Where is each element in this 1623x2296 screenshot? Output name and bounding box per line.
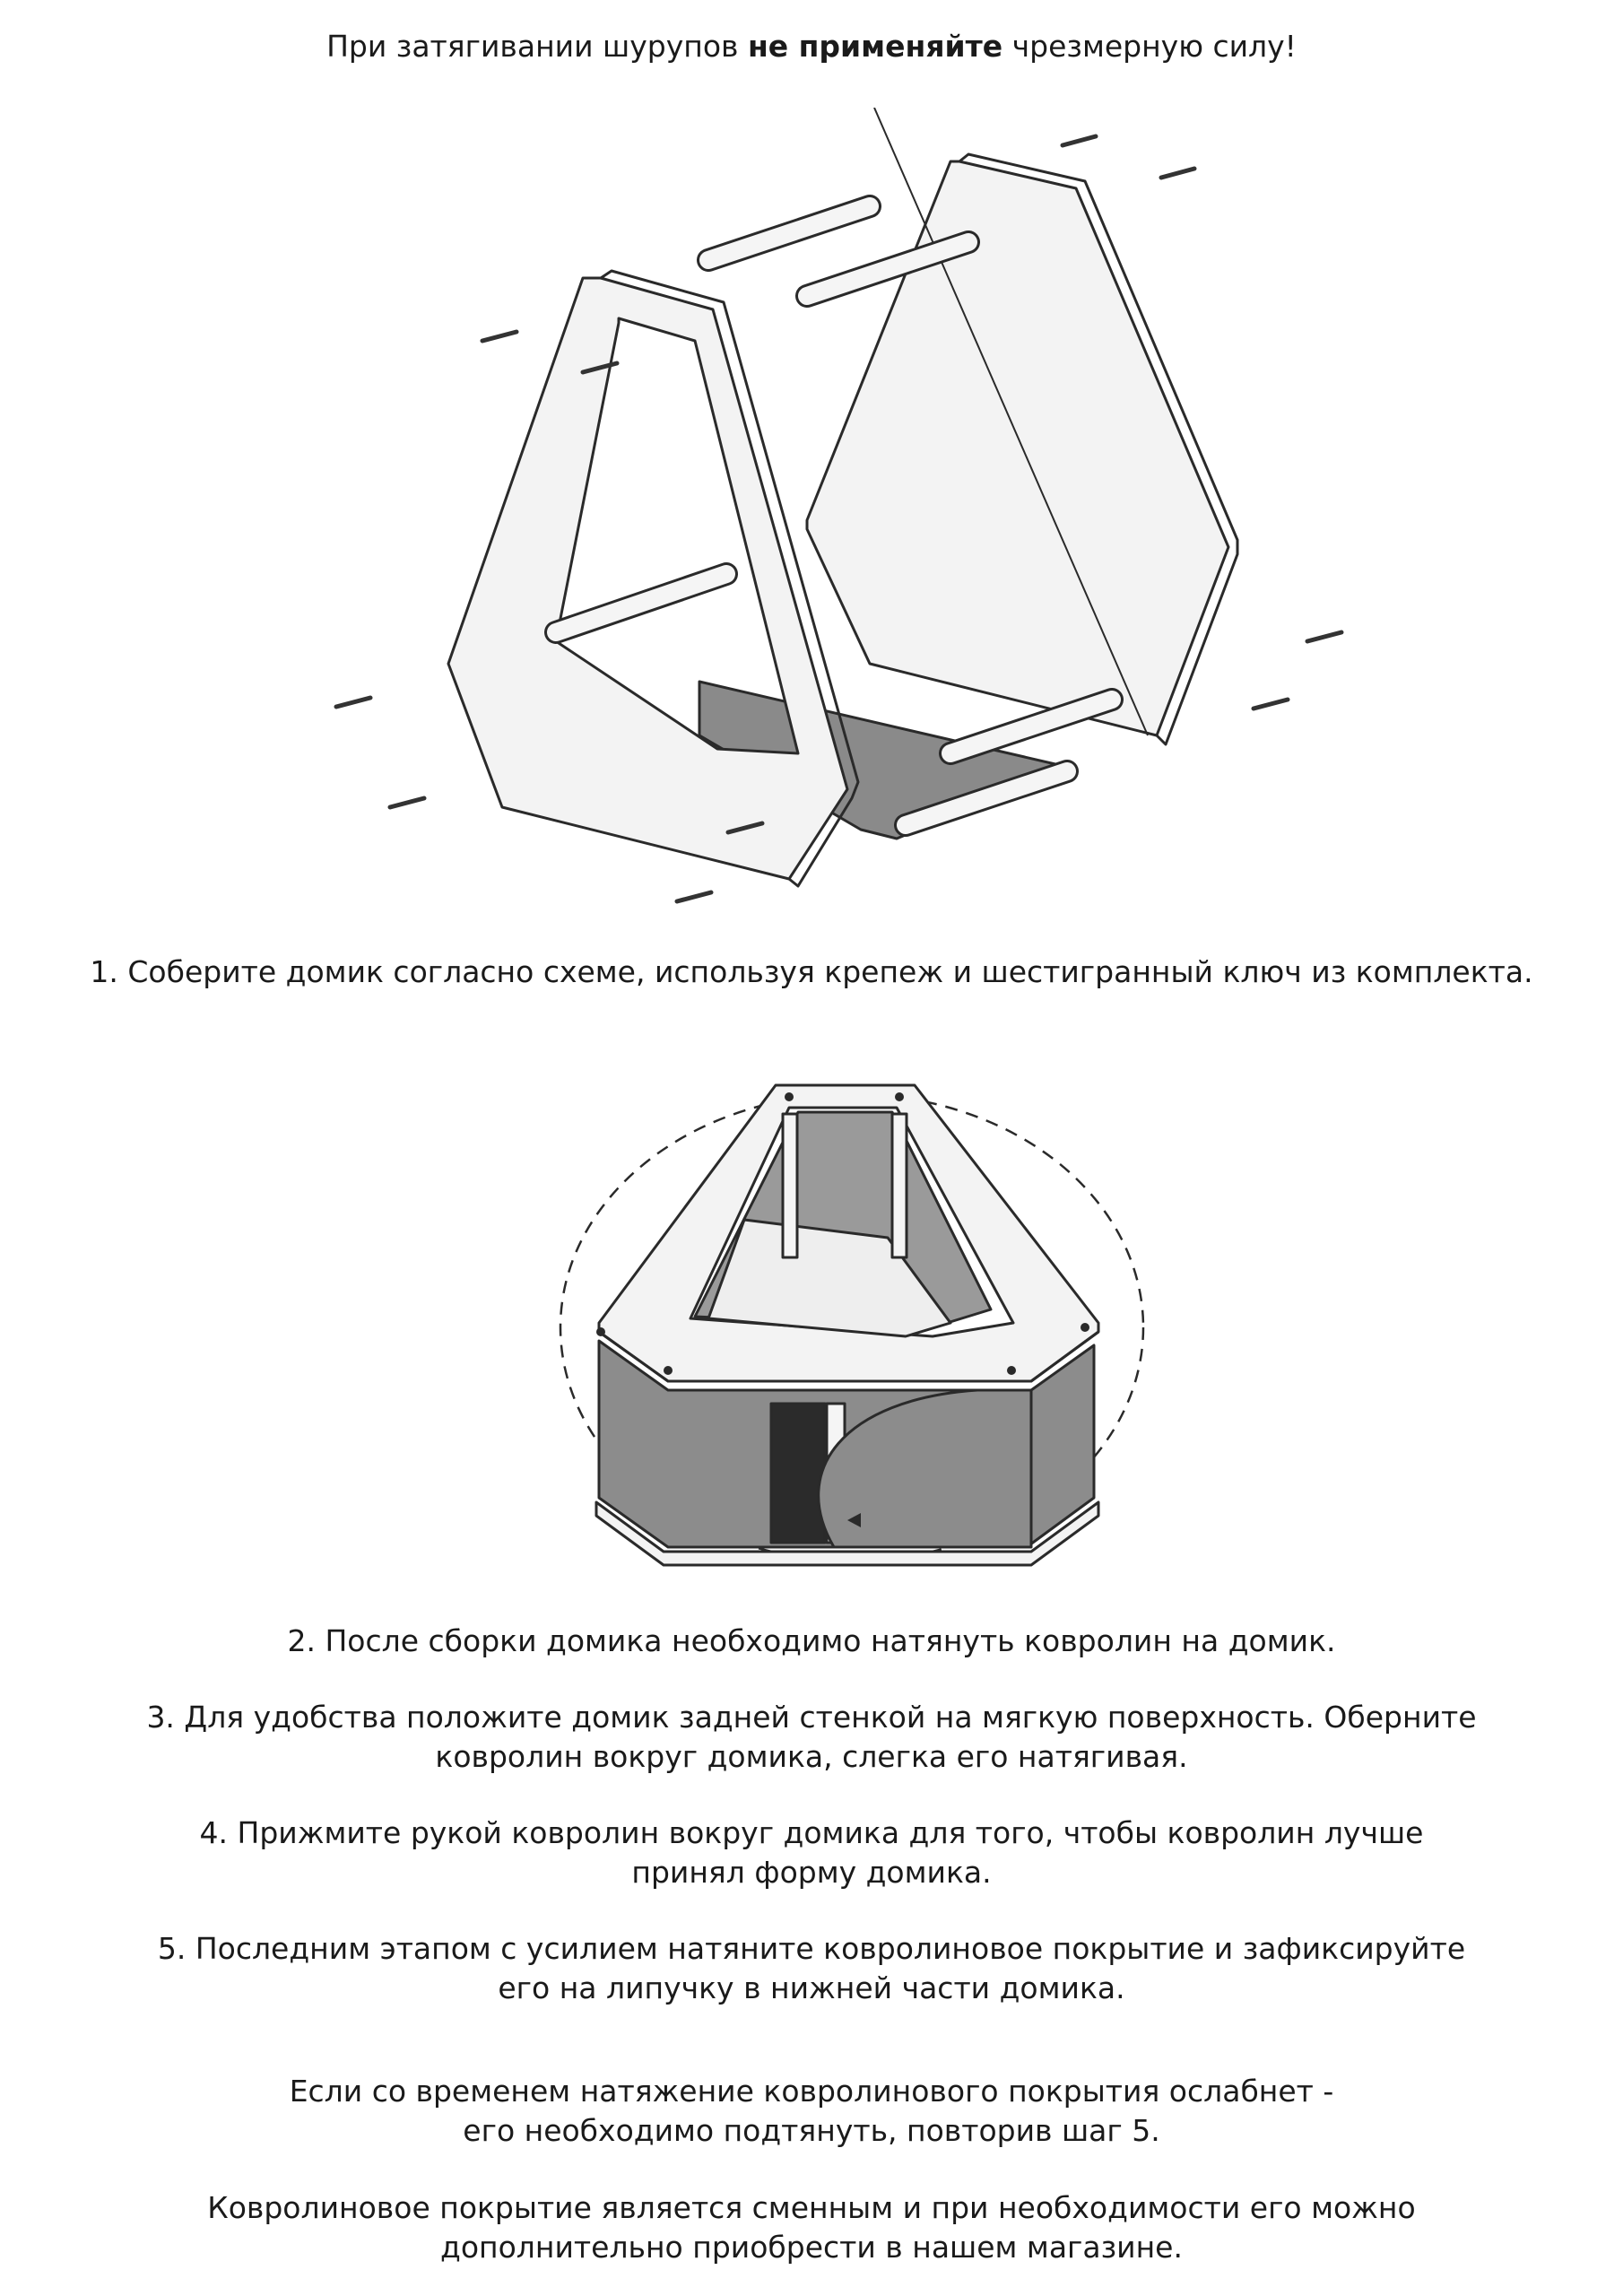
note-1-line2: его необходимо подтянуть, повторив шаг 5. bbox=[463, 2113, 1160, 2148]
note-1-line1: Если со временем натяжение ковролинового покрытия ослабнет - bbox=[289, 2074, 1334, 2109]
warning-after: чрезмерную силу! bbox=[1002, 29, 1297, 64]
step-5-text-line2: его на липучку в нижней части домика. bbox=[498, 1970, 1125, 2005]
note-2-line2: дополнительно приобрести в нашем магазине. bbox=[440, 2230, 1183, 2265]
step-5-text-line1: 5. Последним этапом с усилием натяните ковролиновое покрытие и зафиксируйте bbox=[157, 1931, 1466, 1966]
carpet-wrap-diagram bbox=[0, 1058, 1623, 1578]
velcro-strip bbox=[771, 1404, 825, 1543]
right-side-panel bbox=[807, 161, 1228, 735]
warning-text bbox=[0, 27, 1623, 66]
warning-before: При затягивании шурупов bbox=[326, 29, 748, 64]
step-4-text-line1: 4. Прижмите рукой ковролин вокруг домика для того, чтобы ковролин лучше bbox=[199, 1815, 1424, 1850]
warning-emphasis: не применяйте bbox=[747, 29, 1003, 64]
step-4-text-line2: принял форму домика. bbox=[631, 1855, 992, 1890]
step-3-text-line1: 3. Для удобства положите домик задней стенкой на мягкую поверхность. Оберните bbox=[146, 1700, 1477, 1735]
note-2-line1: Ковролиновое покрытие является сменным и при необходимости его можно bbox=[207, 2190, 1416, 2225]
exploded-assembly-diagram bbox=[0, 108, 1623, 951]
step-2-text: 2. После сборки домика необходимо натянуть ковролин на домик. bbox=[287, 1623, 1336, 1658]
step-3-text-line2: ковролин вокруг домика, слегка его натягивая. bbox=[435, 1739, 1188, 1774]
step-1-text: 1. Соберите домик согласно схеме, используя крепеж и шестигранный ключ из комплекта. bbox=[90, 954, 1533, 989]
left-frame-panel bbox=[448, 278, 847, 879]
